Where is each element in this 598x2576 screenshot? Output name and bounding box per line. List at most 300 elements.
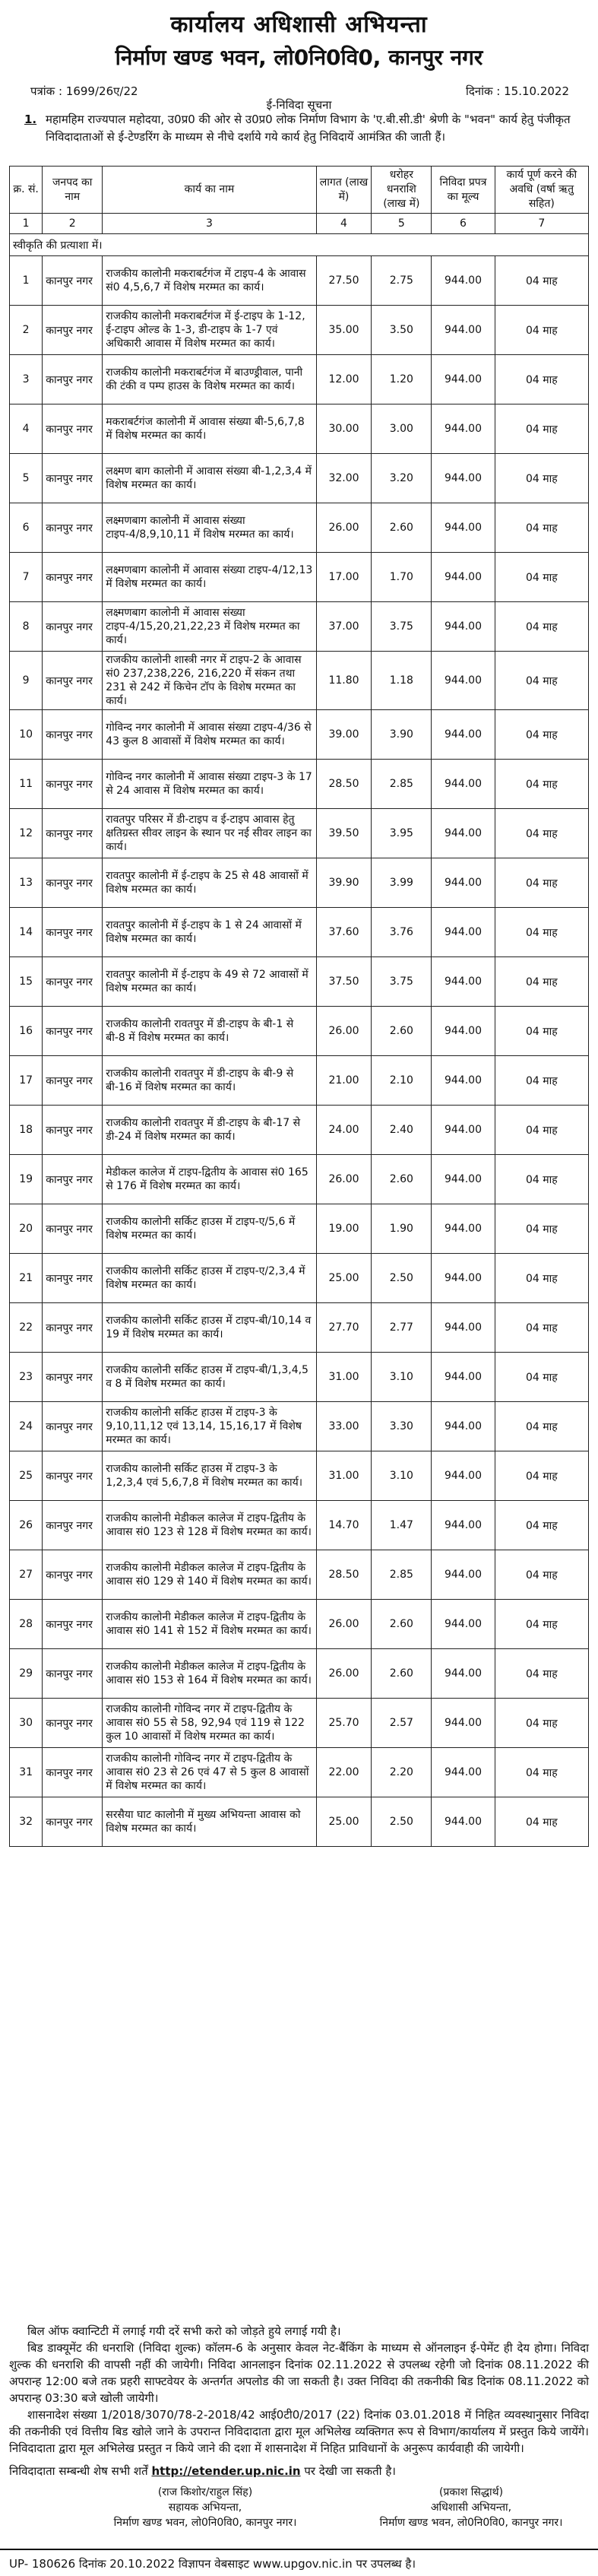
- cell-sn: 3: [10, 355, 43, 404]
- cell-period: 04 माह: [495, 1451, 588, 1501]
- cell-emd: 2.50: [372, 1254, 432, 1303]
- cell-sn: 9: [10, 652, 43, 710]
- cell-fee: 944.00: [432, 1748, 495, 1797]
- cell-period: 04 माह: [495, 1600, 588, 1649]
- cell-sn: 11: [10, 760, 43, 809]
- cell-cost: 37.60: [316, 908, 372, 957]
- cell-cost: 30.00: [316, 404, 372, 454]
- cell-work: लक्ष्मणबाग कालोनी में आवास संख्या टाइप-4/8,9,10,11 में विशेष मरम्मत का कार्य।: [103, 503, 316, 553]
- col-number: 4: [316, 214, 372, 234]
- cell-fee: 944.00: [432, 1402, 495, 1451]
- cell-fee: 944.00: [432, 1550, 495, 1600]
- cell-district: कानपुर नगर: [43, 908, 103, 957]
- col-header-emd: धरोहर धनराशि (लाख में): [372, 167, 432, 214]
- cell-work: राजकीय कालोनी मेडीकल कालेज में टाइप-द्वितीय के आवास सं0 141 से 152 में विशेष मरम्मत का कार्य।: [103, 1600, 316, 1649]
- table-row: [10, 652, 589, 710]
- cell-period: 04 माह: [495, 306, 588, 355]
- sanction-label: स्वीकृति की प्रत्याशा में।: [10, 234, 589, 256]
- cell-work: राजकीय कालोनी सर्किट हाउस में टाइप-बी/10,14 व 19 में विशेष मरम्मत का कार्य।: [103, 1303, 316, 1353]
- table-row: [10, 908, 589, 957]
- cell-emd: 3.95: [372, 809, 432, 858]
- cell-cost: 31.00: [316, 1451, 372, 1501]
- cell-period: 04 माह: [495, 858, 588, 908]
- cell-work: रावतपुर परिसर में डी-टाइप व ई-टाइप आवास हेतु क्षतिग्रस्त सीवर लाइन के स्थान पर नई सीवर लाइन का कार्य।: [103, 809, 316, 858]
- col-header-work: कार्य का नाम: [103, 167, 316, 214]
- cell-emd: 2.50: [372, 1797, 432, 1847]
- cell-cost: 26.00: [316, 503, 372, 553]
- cell-district: कानपुर नगर: [43, 1600, 103, 1649]
- cell-district: कानपुर नगर: [43, 1353, 103, 1402]
- cell-emd: 2.57: [372, 1699, 432, 1748]
- cell-sn: 1: [10, 256, 43, 306]
- cell-cost: 27.70: [316, 1303, 372, 1353]
- cell-district: कानपुर नगर: [43, 858, 103, 908]
- cell-sn: 13: [10, 858, 43, 908]
- cell-period: 04 माह: [495, 1204, 588, 1254]
- cell-emd: 3.50: [372, 306, 432, 355]
- cell-cost: 12.00: [316, 355, 372, 404]
- cell-cost: 27.50: [316, 256, 372, 306]
- cell-period: 04 माह: [495, 355, 588, 404]
- office-title: कार्यालय अधिशासी अभियन्ता: [170, 11, 428, 38]
- cell-district: कानपुर नगर: [43, 957, 103, 1007]
- cell-period: 04 माह: [495, 503, 588, 553]
- col-header-fee: निविदा प्रपत्र का मूल्य: [432, 167, 495, 214]
- division-title: निर्माण खण्ड भवन, लो0नि0वि0, कानपुर नगर: [115, 45, 483, 70]
- cell-cost: 26.00: [316, 1649, 372, 1699]
- cell-district: कानपुर नगर: [43, 1649, 103, 1699]
- cell-fee: 944.00: [432, 957, 495, 1007]
- cell-district: कानपुर नगर: [43, 355, 103, 404]
- cell-period: 04 माह: [495, 1254, 588, 1303]
- cell-cost: 14.70: [316, 1501, 372, 1550]
- cell-work: राजकीय कालोनी मकराबर्टगंज में बाउण्ड्रीवाल, पानी की टंकी व पम्प हाउस के विशेष मरम्मत का कार्य।: [103, 355, 316, 404]
- table-row: [10, 1699, 589, 1748]
- cell-district: कानपुर नगर: [43, 1303, 103, 1353]
- cell-period: 04 माह: [495, 602, 588, 652]
- cell-sn: 7: [10, 553, 43, 602]
- cell-sn: 6: [10, 503, 43, 553]
- table-row: [10, 1451, 589, 1501]
- cell-emd: 1.20: [372, 355, 432, 404]
- intro-number: 1.: [24, 113, 37, 126]
- signature-block-executive: [357, 2485, 585, 2530]
- cell-period: 04 माह: [495, 710, 588, 760]
- advertisement-text: UP- 180626 दिनांक 20.10.2022 विज्ञापन वेबसाइट www.upgov.nic.in पर उपलब्ध है।: [9, 2557, 416, 2571]
- footer-paragraph: बिड डाक्यूमेंट की धनराशि (निविदा शुल्क) कॉलम-6 के अनुसार केवल नेट-बैंकिंग के माध्यम से ऑनलाइन ई-पेमेंट ही देय होगा। निविदा शुल्क की धनराशि की वापसी नहीं की जायेगी। निविदा आनलाइन दिनांक 02.11.2022 से उपलब्ध रहेगी जो दिनांक 08.11.2022 की अपरान्ह 12:00 बजे तक प्रहरी साफ्टवेयर के अन्तर्गत अपलोड की जा सकती है। उक्त निविदा की तकनीकी बिड दिनांक 08.11.2022 को अपरान्ह 03:30 बजे खोली जायेगी।: [9, 2341, 589, 2405]
- cell-cost: 37.50: [316, 957, 372, 1007]
- cell-district: कानपुर नगर: [43, 306, 103, 355]
- cell-sn: 5: [10, 454, 43, 503]
- cell-cost: 25.00: [316, 1254, 372, 1303]
- cell-work: राजकीय कालोनी रावतपुर में डी-टाइप के बी-1 से बी-8 में विशेष मरम्मत का कार्य।: [103, 1007, 316, 1056]
- cell-emd: 3.00: [372, 404, 432, 454]
- cell-cost: 11.80: [316, 652, 372, 710]
- cell-district: कानपुर नगर: [43, 1402, 103, 1451]
- cell-fee: 944.00: [432, 760, 495, 809]
- cell-work: रावतपुर कालोनी में ई-टाइप के 1 से 24 आवासों में विशेष मरम्मत का कार्य।: [103, 908, 316, 957]
- cell-sn: 32: [10, 1797, 43, 1847]
- cell-district: कानपुर नगर: [43, 256, 103, 306]
- cell-emd: 3.20: [372, 454, 432, 503]
- column-number-row: [10, 214, 589, 234]
- cell-district: कानपुर नगर: [43, 1550, 103, 1600]
- cell-cost: 22.00: [316, 1748, 372, 1797]
- cell-fee: 944.00: [432, 1699, 495, 1748]
- col-number: 1: [10, 214, 43, 234]
- cell-sn: 10: [10, 710, 43, 760]
- footer-notes: [9, 2323, 589, 2457]
- cell-cost: 28.50: [316, 760, 372, 809]
- col-number: 3: [103, 214, 316, 234]
- cell-cost: 25.70: [316, 1699, 372, 1748]
- cell-sn: 28: [10, 1600, 43, 1649]
- col-header-district: जनपद का नाम: [43, 167, 103, 214]
- table-row: [10, 355, 589, 404]
- cell-period: 04 माह: [495, 1797, 588, 1847]
- cell-district: कानपुर नगर: [43, 652, 103, 710]
- cell-period: 04 माह: [495, 1748, 588, 1797]
- cell-emd: 1.18: [372, 652, 432, 710]
- cell-sn: 24: [10, 1402, 43, 1451]
- table-row: [10, 809, 589, 858]
- cell-district: कानपुर नगर: [43, 1254, 103, 1303]
- cell-district: कानपुर नगर: [43, 1501, 103, 1550]
- signatory-name: (राज किशोर/राहुल सिंह): [157, 2486, 253, 2498]
- cell-district: कानपुर नगर: [43, 1748, 103, 1797]
- cell-work: राजकीय कालोनी गोविन्द नगर में टाइप-द्वितीय के आवास सं0 55 से 58, 92,94 एवं 119 से 122 कुल 10 आवासों में विशेष मरम्मत का कार्य।: [103, 1699, 316, 1748]
- cell-work: मकराबर्टगंज कालोनी में आवास संख्या बी-5,6,7,8 में विशेष मरम्मत का कार्य।: [103, 404, 316, 454]
- col-header-cost: लागत (लाख में): [316, 167, 372, 214]
- cell-emd: 2.60: [372, 1155, 432, 1204]
- cell-work: राजकीय कालोनी सर्किट हाउस में टाइप-ए/5,6 में विशेष मरम्मत का कार्य।: [103, 1204, 316, 1254]
- cell-cost: 26.00: [316, 1600, 372, 1649]
- cell-sn: 12: [10, 809, 43, 858]
- cell-work: राजकीय कालोनी गोविन्द नगर में टाइप-द्वितीय के आवास सं0 23 से 26 एवं 47 से 5 कुल 8 आवासों में विशेष मरम्मत का कार्य।: [103, 1748, 316, 1797]
- cell-cost: 37.00: [316, 602, 372, 652]
- table-row: [10, 1550, 589, 1600]
- cell-sn: 22: [10, 1303, 43, 1353]
- cell-period: 04 माह: [495, 1550, 588, 1600]
- col-header-sn: क्र. सं.: [10, 167, 43, 214]
- cell-cost: 19.00: [316, 1204, 372, 1254]
- cell-cost: 31.00: [316, 1353, 372, 1402]
- cell-fee: 944.00: [432, 1254, 495, 1303]
- cell-fee: 944.00: [432, 809, 495, 858]
- cell-emd: 2.20: [372, 1748, 432, 1797]
- table-row: [10, 1155, 589, 1204]
- cell-period: 04 माह: [495, 1106, 588, 1155]
- cell-period: 04 माह: [495, 256, 588, 306]
- cell-emd: 2.75: [372, 256, 432, 306]
- cell-district: कानपुर नगर: [43, 602, 103, 652]
- cell-district: कानपुर नगर: [43, 1699, 103, 1748]
- cell-fee: 944.00: [432, 1303, 495, 1353]
- cell-emd: 2.85: [372, 1550, 432, 1600]
- cell-work: राजकीय कालोनी मकराबर्टगंज में टाइप-4 के आवास सं0 4,5,6,7 में विशेष मरम्मत का कार्य।: [103, 256, 316, 306]
- terms-suffix: पर देखी जा सकती है।: [304, 2464, 396, 2478]
- cell-period: 04 माह: [495, 454, 588, 503]
- terms-line: [9, 2463, 589, 2479]
- cell-period: 04 माह: [495, 1649, 588, 1699]
- footer-paragraph: शासनादेश संख्या 1/2018/3070/78-2-2018/42 आई0टी0/2017 (22) दिनांक 03.01.2018 में निहित व्यवस्थानुसार निविदा की तकनीकी एवं वित्तीय बिड खोले जाने के उपरान्त निविदादाता द्वारा मूल अभिलेख व्यक्तिगत रूप से विभाग/कार्यालय में प्रस्तुत किये जायेंगे। निविदादाता द्वारा मूल अभिलेख प्रस्तुत न किये जाने की दशा में शासनादेश में निहित प्राविधानों के अनुरूप कार्यवाही की जायेगी।: [9, 2408, 589, 2455]
- cell-work: राजकीय कालोनी सर्किट हाउस में टाइप-3 के 9,10,11,12 एवं 13,14, 15,16,17 में विशेष मरम्मत का कार्य।: [103, 1402, 316, 1451]
- table-header-row: [10, 167, 589, 214]
- cell-fee: 944.00: [432, 553, 495, 602]
- cell-sn: 15: [10, 957, 43, 1007]
- table-row: [10, 1056, 589, 1106]
- table-body: [10, 256, 589, 1847]
- cell-cost: 26.00: [316, 1007, 372, 1056]
- cell-district: कानपुर नगर: [43, 404, 103, 454]
- cell-period: 04 माह: [495, 908, 588, 957]
- cell-cost: 28.50: [316, 1550, 372, 1600]
- col-header-period: कार्य पूर्ण करने की अवधि (वर्षा ऋतु सहित): [495, 167, 588, 214]
- cell-work: राजकीय कालोनी रावतपुर में डी-टाइप के बी-9 से बी-16 में विशेष मरम्मत का कार्य।: [103, 1056, 316, 1106]
- cell-emd: 1.47: [372, 1501, 432, 1550]
- cell-emd: 1.90: [372, 1204, 432, 1254]
- table-row: [10, 1303, 589, 1353]
- cell-period: 04 माह: [495, 809, 588, 858]
- table-row: [10, 1600, 589, 1649]
- cell-emd: 2.85: [372, 760, 432, 809]
- cell-emd: 2.60: [372, 1007, 432, 1056]
- cell-emd: 1.70: [372, 553, 432, 602]
- cell-work: राजकीय कालोनी रावतपुर में डी-टाइप के बी-17 से डी-24 में विशेष मरम्मत का कार्य।: [103, 1106, 316, 1155]
- cell-sn: 2: [10, 306, 43, 355]
- cell-period: 04 माह: [495, 1402, 588, 1451]
- table-row: [10, 1501, 589, 1550]
- cell-sn: 19: [10, 1155, 43, 1204]
- cell-sn: 27: [10, 1550, 43, 1600]
- cell-work: राजकीय कालोनी मेडीकल कालेज में टाइप-द्वितीय के आवास सं0 153 से 164 में विशेष मरम्मत का कार्य।: [103, 1649, 316, 1699]
- cell-fee: 944.00: [432, 1007, 495, 1056]
- table-row: [10, 858, 589, 908]
- cell-fee: 944.00: [432, 503, 495, 553]
- cell-emd: 2.77: [372, 1303, 432, 1353]
- cell-emd: 3.75: [372, 602, 432, 652]
- reference-number: पत्रांक : 1699/26ए/22: [30, 84, 138, 98]
- works-table: [9, 166, 589, 1847]
- cell-emd: 2.10: [372, 1056, 432, 1106]
- cell-fee: 944.00: [432, 404, 495, 454]
- table-row: [10, 760, 589, 809]
- terms-prefix: निविदादाता सम्बन्धी शेष सभी शर्तें: [9, 2464, 148, 2478]
- cell-emd: 2.60: [372, 503, 432, 553]
- sanction-row: [10, 234, 589, 256]
- cell-cost: 17.00: [316, 553, 372, 602]
- cell-work: लक्ष्मणबाग कालोनी में आवास संख्या टाइप-4/12,13 में विशेष मरम्मत का कार्य।: [103, 553, 316, 602]
- cell-fee: 944.00: [432, 454, 495, 503]
- cell-period: 04 माह: [495, 553, 588, 602]
- cell-sn: 20: [10, 1204, 43, 1254]
- cell-emd: 3.30: [372, 1402, 432, 1451]
- cell-fee: 944.00: [432, 355, 495, 404]
- cell-district: कानपुर नगर: [43, 503, 103, 553]
- table-row: [10, 710, 589, 760]
- table-row: [10, 256, 589, 306]
- cell-district: कानपुर नगर: [43, 710, 103, 760]
- table-row: [10, 306, 589, 355]
- cell-work: राजकीय कालोनी मेडीकल कालेज में टाइप-द्वितीय के आवास सं0 129 से 140 में विशेष मरम्मत का कार्य।: [103, 1550, 316, 1600]
- signatory-designation: सहायक अभियन्ता,: [168, 2501, 242, 2514]
- table-row: [10, 957, 589, 1007]
- cell-fee: 944.00: [432, 1106, 495, 1155]
- signature-block-assistant: [91, 2485, 319, 2530]
- col-number: 2: [43, 214, 103, 234]
- cell-cost: 24.00: [316, 1106, 372, 1155]
- cell-period: 04 माह: [495, 1056, 588, 1106]
- cell-period: 04 माह: [495, 1155, 588, 1204]
- cell-fee: 944.00: [432, 1204, 495, 1254]
- intro-text: महामहिम राज्यपाल महोदया, उ0प्र0 की ओर से उ0प्र0 लोक निर्माण विभाग के 'ए.बी.सी.डी' श्रेणी के "भवन" कार्य हेतु पंजीकृत निविदादाताओं से ई-टेण्डरिंग के माध्यम से नीचे दर्शाये गये कार्य हेतु निविदायें आमंत्रित की जाती हैं।: [46, 113, 571, 144]
- cell-fee: 944.00: [432, 306, 495, 355]
- cell-work: सरसैया घाट कालोनी में मुख्य अभियन्ता आवास को विशेष मरम्मत का कार्य।: [103, 1797, 316, 1847]
- table-row: [10, 1007, 589, 1056]
- cell-period: 04 माह: [495, 1699, 588, 1748]
- cell-fee: 944.00: [432, 256, 495, 306]
- cell-sn: 16: [10, 1007, 43, 1056]
- cell-sn: 23: [10, 1353, 43, 1402]
- etender-link[interactable]: http://etender.up.nic.in: [151, 2464, 301, 2478]
- cell-emd: 2.60: [372, 1600, 432, 1649]
- footer-paragraph: बिल ऑफ क्वान्टिटी में लगाई गयी दरें सभी करो को जोड़ते हुये लगाई गयी है।: [27, 2324, 341, 2338]
- table-row: [10, 503, 589, 553]
- advertisement-footer: [0, 2549, 598, 2576]
- cell-sn: 18: [10, 1106, 43, 1155]
- notice-label: ई-निविदा सूचना: [266, 98, 332, 112]
- cell-sn: 4: [10, 404, 43, 454]
- cell-period: 04 माह: [495, 760, 588, 809]
- signatory-office: निर्माण खण्ड भवन, लो0नि0वि0, कानपुर नगर।: [379, 2517, 563, 2529]
- table-row: [10, 602, 589, 652]
- table-row: [10, 404, 589, 454]
- cell-work: मेडीकल कालेज में टाइप-द्वितीय के आवास सं0 165 से 176 में विशेष मरम्मत का कार्य।: [103, 1155, 316, 1204]
- cell-sn: 30: [10, 1699, 43, 1748]
- cell-period: 04 माह: [495, 957, 588, 1007]
- cell-cost: 21.00: [316, 1056, 372, 1106]
- cell-fee: 944.00: [432, 858, 495, 908]
- cell-district: कानपुर नगर: [43, 1007, 103, 1056]
- table-row: [10, 1353, 589, 1402]
- table-row: [10, 1402, 589, 1451]
- cell-cost: 33.00: [316, 1402, 372, 1451]
- cell-period: 04 माह: [495, 652, 588, 710]
- signatory-office: निर्माण खण्ड भवन, लो0नि0वि0, कानपुर नगर।: [113, 2517, 297, 2529]
- cell-work: राजकीय कालोनी सर्किट हाउस में टाइप-बी/1,3,4,5 व 8 में विशेष मरम्मत का कार्य।: [103, 1353, 316, 1402]
- table-row: [10, 1649, 589, 1699]
- cell-period: 04 माह: [495, 1007, 588, 1056]
- cell-cost: 39.90: [316, 858, 372, 908]
- cell-district: कानपुर नगर: [43, 1797, 103, 1847]
- table-row: [10, 1748, 589, 1797]
- cell-work: राजकीय कालोनी मेडीकल कालेज में टाइप-द्वितीय के आवास सं0 123 से 128 में विशेष मरम्मत का कार्य।: [103, 1501, 316, 1550]
- cell-sn: 31: [10, 1748, 43, 1797]
- cell-cost: 35.00: [316, 306, 372, 355]
- cell-fee: 944.00: [432, 652, 495, 710]
- cell-work: गोविन्द नगर कालोनी में आवास संख्या टाइप-3 के 17 से 24 आवास में विशेष मरम्मत का कार्य।: [103, 760, 316, 809]
- cell-emd: 2.40: [372, 1106, 432, 1155]
- cell-sn: 8: [10, 602, 43, 652]
- cell-emd: 3.10: [372, 1451, 432, 1501]
- cell-district: कानपुर नगर: [43, 809, 103, 858]
- cell-district: कानपुर नगर: [43, 1106, 103, 1155]
- cell-emd: 3.10: [372, 1353, 432, 1402]
- cell-emd: 3.76: [372, 908, 432, 957]
- col-number: 7: [495, 214, 588, 234]
- cell-district: कानपुर नगर: [43, 1155, 103, 1204]
- cell-fee: 944.00: [432, 1649, 495, 1699]
- cell-sn: 29: [10, 1649, 43, 1699]
- cell-cost: 39.00: [316, 710, 372, 760]
- intro-paragraph: [24, 111, 579, 146]
- cell-fee: 944.00: [432, 1451, 495, 1501]
- cell-work: रावतपुर कालोनी में ई-टाइप के 25 से 48 आवासों में विशेष मरम्मत का कार्य।: [103, 858, 316, 908]
- table-row: [10, 1204, 589, 1254]
- cell-emd: 2.60: [372, 1649, 432, 1699]
- cell-work: गोविन्द नगर कालोनी में आवास संख्या टाइप-4/36 से 43 कुल 8 आवासों में विशेष मरम्मत का कार्य।: [103, 710, 316, 760]
- cell-emd: 3.99: [372, 858, 432, 908]
- cell-fee: 944.00: [432, 1600, 495, 1649]
- cell-fee: 944.00: [432, 710, 495, 760]
- cell-emd: 3.90: [372, 710, 432, 760]
- cell-fee: 944.00: [432, 1501, 495, 1550]
- cell-sn: 21: [10, 1254, 43, 1303]
- col-number: 6: [432, 214, 495, 234]
- cell-sn: 14: [10, 908, 43, 957]
- cell-fee: 944.00: [432, 1353, 495, 1402]
- cell-period: 04 माह: [495, 404, 588, 454]
- cell-cost: 26.00: [316, 1155, 372, 1204]
- cell-district: कानपुर नगर: [43, 1204, 103, 1254]
- cell-period: 04 माह: [495, 1303, 588, 1353]
- notice-date: दिनांक : 15.10.2022: [465, 84, 569, 98]
- cell-cost: 39.50: [316, 809, 372, 858]
- cell-sn: 25: [10, 1451, 43, 1501]
- cell-work: राजकीय कालोनी सर्किट हाउस में टाइप-3 के 1,2,3,4 एवं 5,6,7,8 में विशेष मरम्मत का कार्य।: [103, 1451, 316, 1501]
- cell-district: कानपुर नगर: [43, 553, 103, 602]
- cell-district: कानपुर नगर: [43, 1056, 103, 1106]
- cell-fee: 944.00: [432, 1797, 495, 1847]
- cell-work: राजकीय कालोनी सर्किट हाउस में टाइप-ए/2,3,4 में विशेष मरम्मत का कार्य।: [103, 1254, 316, 1303]
- cell-work: रावतपुर कालोनी में ई-टाइप के 49 से 72 आवासों में विशेष मरम्मत का कार्य।: [103, 957, 316, 1007]
- cell-work: राजकीय कालोनी शास्त्री नगर में टाइप-2 के आवास सं0 237,238,226, 216,220 में संकन तथा 231 से 242 में किचेन टॉप के विशेष मरम्मत का कार्य।: [103, 652, 316, 710]
- cell-fee: 944.00: [432, 908, 495, 957]
- cell-sn: 26: [10, 1501, 43, 1550]
- table-row: [10, 454, 589, 503]
- table-row: [10, 1797, 589, 1847]
- table-row: [10, 553, 589, 602]
- cell-cost: 32.00: [316, 454, 372, 503]
- cell-sn: 17: [10, 1056, 43, 1106]
- cell-period: 04 माह: [495, 1501, 588, 1550]
- cell-district: कानपुर नगर: [43, 1451, 103, 1501]
- cell-district: कानपुर नगर: [43, 454, 103, 503]
- cell-fee: 944.00: [432, 602, 495, 652]
- signatory-name: (प्रकाश सिद्धार्थ): [438, 2486, 504, 2498]
- table-row: [10, 1106, 589, 1155]
- cell-cost: 25.00: [316, 1797, 372, 1847]
- col-number: 5: [372, 214, 432, 234]
- cell-work: लक्ष्मण बाग कालोनी में आवास संख्या बी-1,2,3,4 में विशेष मरम्मत का कार्य।: [103, 454, 316, 503]
- cell-fee: 944.00: [432, 1056, 495, 1106]
- cell-work: लक्ष्मणबाग कालोनी में आवास संख्या टाइप-4/15,20,21,22,23 में विशेष मरम्मत का कार्य।: [103, 602, 316, 652]
- cell-work: राजकीय कालोनी मकराबर्टगंज में ई-टाइप के 1-12, ई-टाइप ओल्ड के 1-3, डी-टाइप के 1-7 एवं अधिकारी आवास में विशेष मरम्मत का कार्य।: [103, 306, 316, 355]
- cell-district: कानपुर नगर: [43, 760, 103, 809]
- cell-fee: 944.00: [432, 1155, 495, 1204]
- cell-period: 04 माह: [495, 1353, 588, 1402]
- cell-emd: 3.75: [372, 957, 432, 1007]
